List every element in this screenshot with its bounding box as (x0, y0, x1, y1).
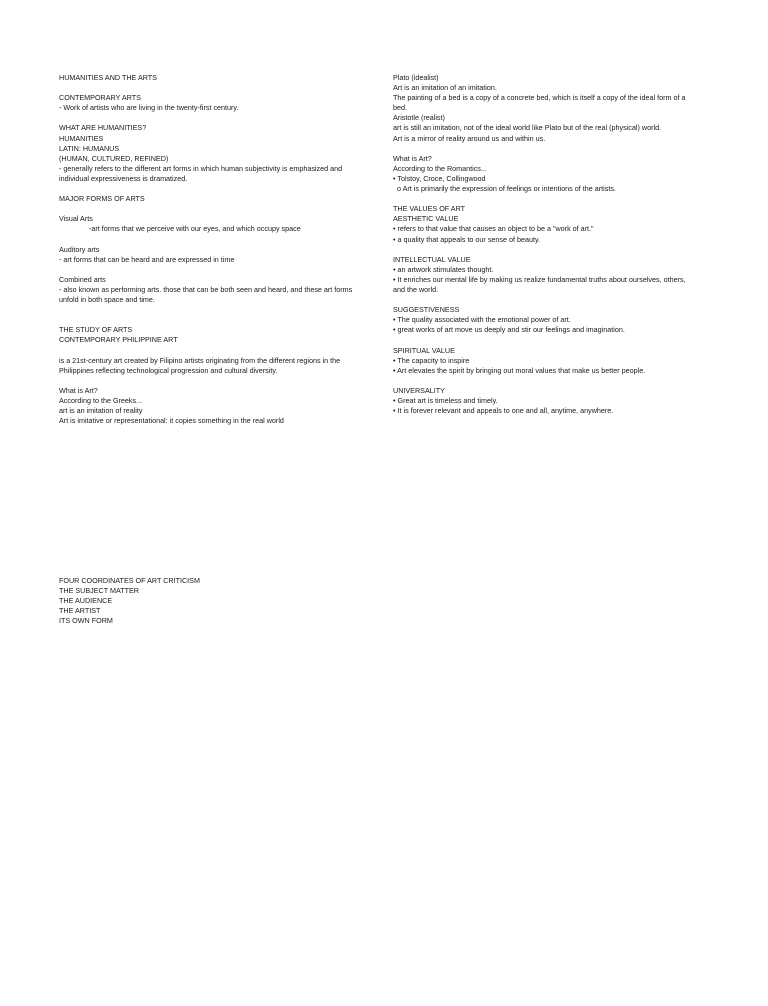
document-title: HUMANITIES AND THE ARTS (59, 73, 157, 82)
universality-heading: UNIVERSALITY (393, 385, 445, 395)
latin-root: LATIN: HUMANUS (59, 143, 120, 153)
suggestiveness-bullet-2: • great works of art move us deeply and stir our feelings and imagination. (393, 325, 625, 335)
study-of-arts-heading: THE STUDY OF ARTS (59, 325, 133, 335)
coordinate-item: THE ARTIST (59, 606, 101, 616)
humanities-definition-line-1: - generally refers to the different art forms in which human subjectivity is emphasized and (59, 163, 343, 173)
imitation-statement: art is an imitation of reality (59, 406, 143, 416)
universality-bullet-2: • It is forever relevant and appeals to one and all, anytime, anywhere. (393, 406, 614, 416)
aesthetic-value-heading: AESTHETIC VALUE (393, 214, 459, 224)
values-of-art-heading: THE VALUES OF ART (393, 204, 466, 214)
plato-line-1: Art is an imitation of an imitation. (393, 83, 497, 93)
auditory-arts-heading: Auditory arts (59, 244, 100, 254)
greeks-label: According to the Greeks... (59, 396, 143, 405)
spiritual-value-heading: SPIRITUAL VALUE (393, 345, 455, 355)
contemporary-arts-heading: CONTEMPORARY ARTS (59, 93, 141, 103)
latin-meaning: (HUMAN, CULTURED, REFINED) (59, 153, 169, 163)
intellectual-value-heading: INTELLECTUAL VALUE (393, 254, 471, 264)
art-criticism-heading: FOUR COORDINATES OF ART CRITICISM (59, 576, 200, 585)
aristotle-heading: Aristotle (realist) (393, 113, 445, 123)
coordinate-item: THE SUBJECT MATTER (59, 586, 139, 596)
romantics-label: According to the Romantics... (393, 163, 487, 173)
expression-statement: o Art is primarily the expression of feelings or intentions of the artists. (397, 184, 616, 194)
suggestiveness-bullet-1: • The quality associated with the emotional power of art. (393, 315, 571, 325)
plato-line-2: The painting of a bed is a copy of a concrete bed, which is itself a copy of the ideal form of a (393, 93, 686, 103)
right-column (393, 73, 708, 416)
coordinate-item: ITS OWN FORM (59, 616, 113, 626)
what-are-humanities-heading: WHAT ARE HUMANITIES? (59, 123, 147, 133)
visual-arts-heading: Visual Arts (59, 214, 93, 224)
left-column (59, 73, 364, 426)
art-criticism-section (59, 576, 364, 626)
auditory-arts-definition: - art forms that can be heard and are expressed in time (59, 254, 235, 264)
humanities-definition-line-2: individual expressiveness is dramatized. (59, 173, 188, 183)
humanities-label: HUMANITIES (59, 133, 104, 143)
combined-arts-definition-line-2: unfold in both space and time. (59, 295, 155, 305)
intellectual-bullet-2-cont: and the world. (393, 284, 439, 294)
romantics-thinkers: • Tolstoy, Croce, Collingwood (393, 173, 486, 183)
major-forms-heading: MAJOR FORMS OF ARTS (59, 194, 145, 204)
contemporary-arts-definition: - Work of artists who are living in the twenty-first century. (59, 103, 239, 113)
combined-arts-heading: Combined arts (59, 274, 106, 284)
cpa-definition-line-2: Philippines reflecting technological progression and cultural diversity. (59, 365, 278, 375)
universality-bullet-1: • Great art is timeless and timely. (393, 396, 498, 405)
plato-heading: Plato (idealist) (393, 73, 439, 82)
contemporary-philippine-art-heading: CONTEMPORARY PHILIPPINE ART (59, 335, 178, 345)
combined-arts-definition-line-1: - also known as performing arts. those that can be both seen and heard, and these art forms (59, 284, 353, 294)
suggestiveness-heading: SUGGESTIVENESS (393, 305, 460, 315)
aesthetic-bullet-1: • refers to that value that causes an object to be a "work of art." (393, 224, 594, 234)
spiritual-bullet-1: • The capacity to inspire (393, 355, 470, 365)
aristotle-line-2: Art is a mirror of reality around us and within us. (393, 133, 546, 143)
intellectual-bullet-1: • an artwork stimulates thought. (393, 264, 494, 274)
what-is-art-question-2: What is Art? (393, 153, 432, 163)
imitative-statement: Art is imitative or representational: it copies something in the real world (59, 416, 284, 426)
aristotle-line-1: art is still an imitation, not of the ideal world like Plato but of the real (physical) world. (393, 123, 662, 133)
visual-arts-definition: -art forms that we perceive with our eyes, and which occupy space (89, 224, 301, 234)
spiritual-bullet-2: • Art elevates the spirit by bringing out moral values that make us better people. (393, 365, 646, 375)
what-is-art-question: What is Art? (59, 385, 98, 395)
coordinate-item: THE AUDIENCE (59, 596, 113, 606)
plato-line-3: bed. (393, 103, 407, 113)
aesthetic-bullet-2: • a quality that appeals to our sense of beauty. (393, 234, 541, 244)
cpa-definition-line-1: is a 21st-century art created by Filipino artists originating from the different regions in the (59, 355, 341, 365)
intellectual-bullet-2: • It enriches our mental life by making us realize fundamental truths about ourselves, others, (393, 274, 686, 284)
